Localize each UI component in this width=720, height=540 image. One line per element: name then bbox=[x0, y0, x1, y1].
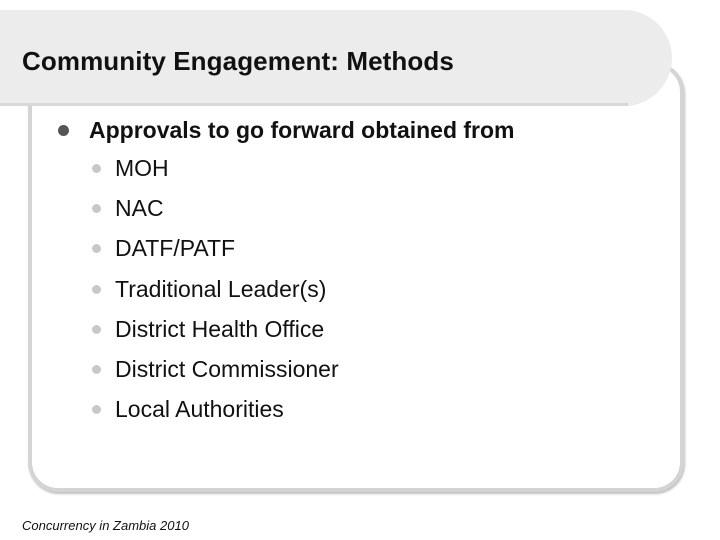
bullet-icon bbox=[92, 244, 101, 253]
bullet-icon bbox=[92, 325, 101, 334]
sub-bullet-text: MOH bbox=[115, 154, 169, 181]
bullet-icon bbox=[92, 204, 101, 213]
sub-bullet-item bbox=[92, 188, 654, 228]
bullet-icon bbox=[92, 405, 101, 414]
sub-bullet-text: Local Authorities bbox=[115, 396, 284, 423]
sub-bullet-text: District Commissioner bbox=[115, 356, 339, 383]
bullet-icon bbox=[92, 164, 101, 173]
sub-bullet-item bbox=[92, 148, 654, 188]
sub-bullet-item bbox=[92, 349, 654, 389]
bullet-icon bbox=[92, 285, 101, 294]
sub-bullet-item bbox=[92, 269, 654, 309]
slide-content bbox=[54, 112, 654, 430]
sub-bullet-item bbox=[92, 229, 654, 269]
sub-bullet-text: Traditional Leader(s) bbox=[115, 275, 327, 302]
main-bullet-text: Approvals to go forward obtained from bbox=[89, 116, 515, 143]
sub-bullet-text: DATF/PATF bbox=[115, 235, 236, 262]
slide-title: Community Engagement: Methods bbox=[22, 46, 454, 76]
title-banner bbox=[0, 10, 672, 106]
sub-bullet-text: NAC bbox=[115, 194, 164, 221]
sub-bullet-list bbox=[54, 148, 654, 430]
main-bullet-item bbox=[54, 112, 654, 148]
slide-footer: Concurrency in Zambia 2010 bbox=[22, 518, 189, 533]
sub-bullet-item bbox=[92, 390, 654, 430]
sub-bullet-text: District Health Office bbox=[115, 315, 325, 342]
sub-bullet-item bbox=[92, 309, 654, 349]
bullet-icon bbox=[58, 125, 69, 136]
bullet-icon bbox=[92, 365, 101, 374]
